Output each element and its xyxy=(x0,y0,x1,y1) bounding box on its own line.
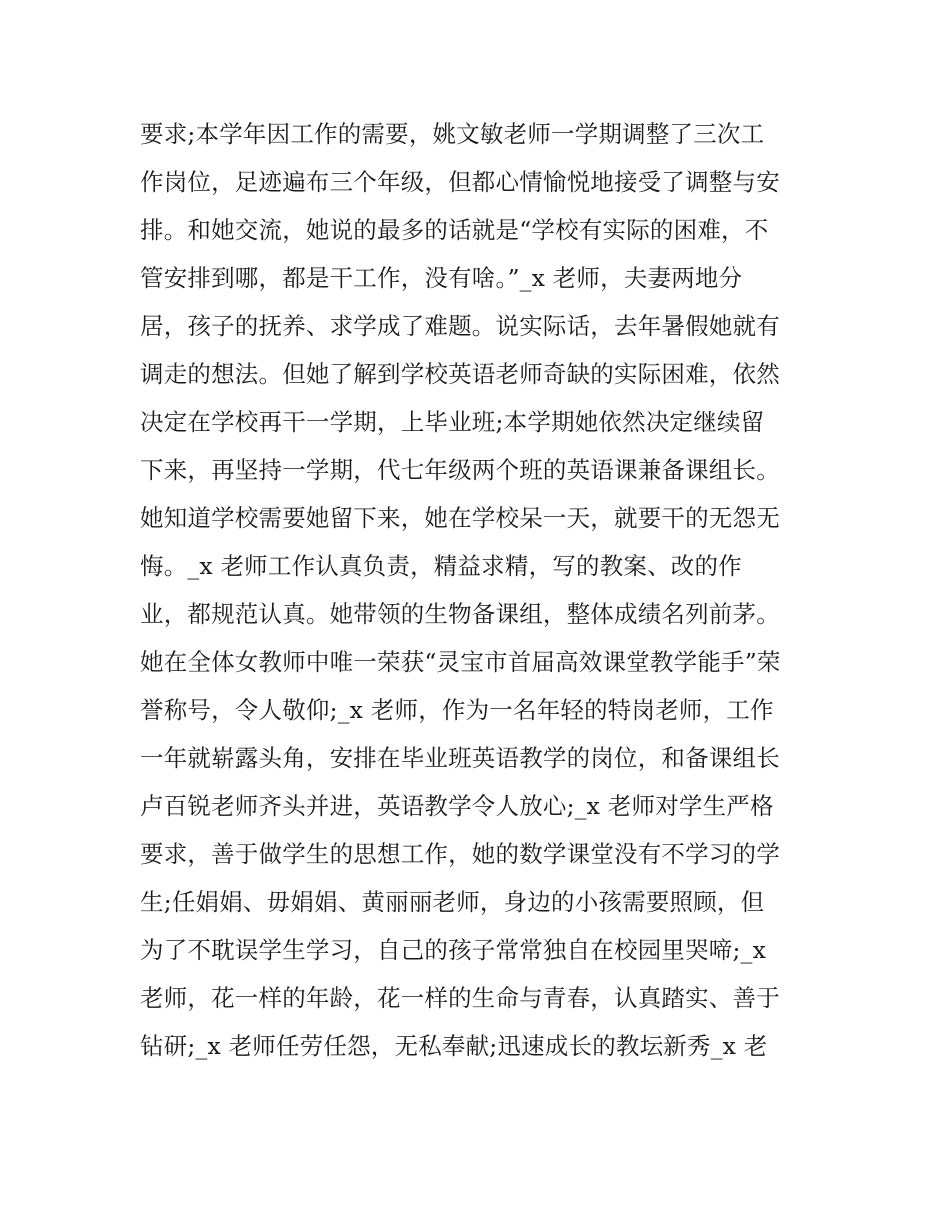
text-line: 作岗位，足迹遍布三个年级，但都心情愉悦地接受了调整与安 xyxy=(140,168,780,196)
text-line: 排。和她交流，她说的最多的话就是“学校有实际的困难，不 xyxy=(140,216,769,244)
text-line: 下来，再坚持一学期，代七年级两个班的英语课兼备课组长。 xyxy=(140,456,780,484)
text-line: 调走的想法。但她了解到学校英语老师奇缺的实际困难，依然 xyxy=(140,360,780,388)
text-line: 钻研;_x 老师任劳任怨，无私奉献;迅速成长的教坛新秀_x 老 xyxy=(140,1032,768,1060)
text-line: 卢百锐老师齐头并进，英语教学令人放心;_x 老师对学生严格 xyxy=(140,792,774,820)
text-line: 她在全体女教师中唯一荣获“灵宝市首届高效课堂教学能手”荣 xyxy=(140,648,781,676)
text-line: 生;任娟娟、毋娟娟、黄丽丽老师，身边的小孩需要照顾，但 xyxy=(140,888,765,916)
text-line: 决定在学校再干一学期，上毕业班;本学期她依然决定继续留 xyxy=(140,408,765,436)
text-line: 誉称号，令人敬仰;_x 老师，作为一名年轻的特岗老师，工作 xyxy=(140,696,774,724)
text-line: 业，都规范认真。她带领的生物备课组，整体成绩名列前茅。 xyxy=(140,600,780,628)
text-line: 她知道学校需要她留下来，她在学校呆一天，就要干的无怨无 xyxy=(140,504,780,532)
text-line: 一年就崭露头角，安排在毕业班英语教学的岗位，和备课组长 xyxy=(140,744,780,772)
text-line: 要求;本学年因工作的需要，姚文敏老师一学期调整了三次工 xyxy=(140,120,765,148)
text-line: 居，孩子的抚养、求学成了难题。说实际话，去年暑假她就有 xyxy=(140,312,780,340)
text-line: 老师，花一样的年龄，花一样的生命与青春，认真踏实、善于 xyxy=(140,984,780,1012)
text-line: 悔。_x 老师工作认真负责，精益求精，写的教案、改的作 xyxy=(140,552,742,580)
text-line: 为了不耽误学生学习，自己的孩子常常独自在校园里哭啼;_x xyxy=(140,936,767,964)
text-line: 管安排到哪，都是干工作，没有啥。”_x 老师，夫妻两地分 xyxy=(140,264,743,292)
text-line: 要求，善于做学生的思想工作，她的数学课堂没有不学习的学 xyxy=(140,840,780,868)
body-text xyxy=(140,110,820,1070)
